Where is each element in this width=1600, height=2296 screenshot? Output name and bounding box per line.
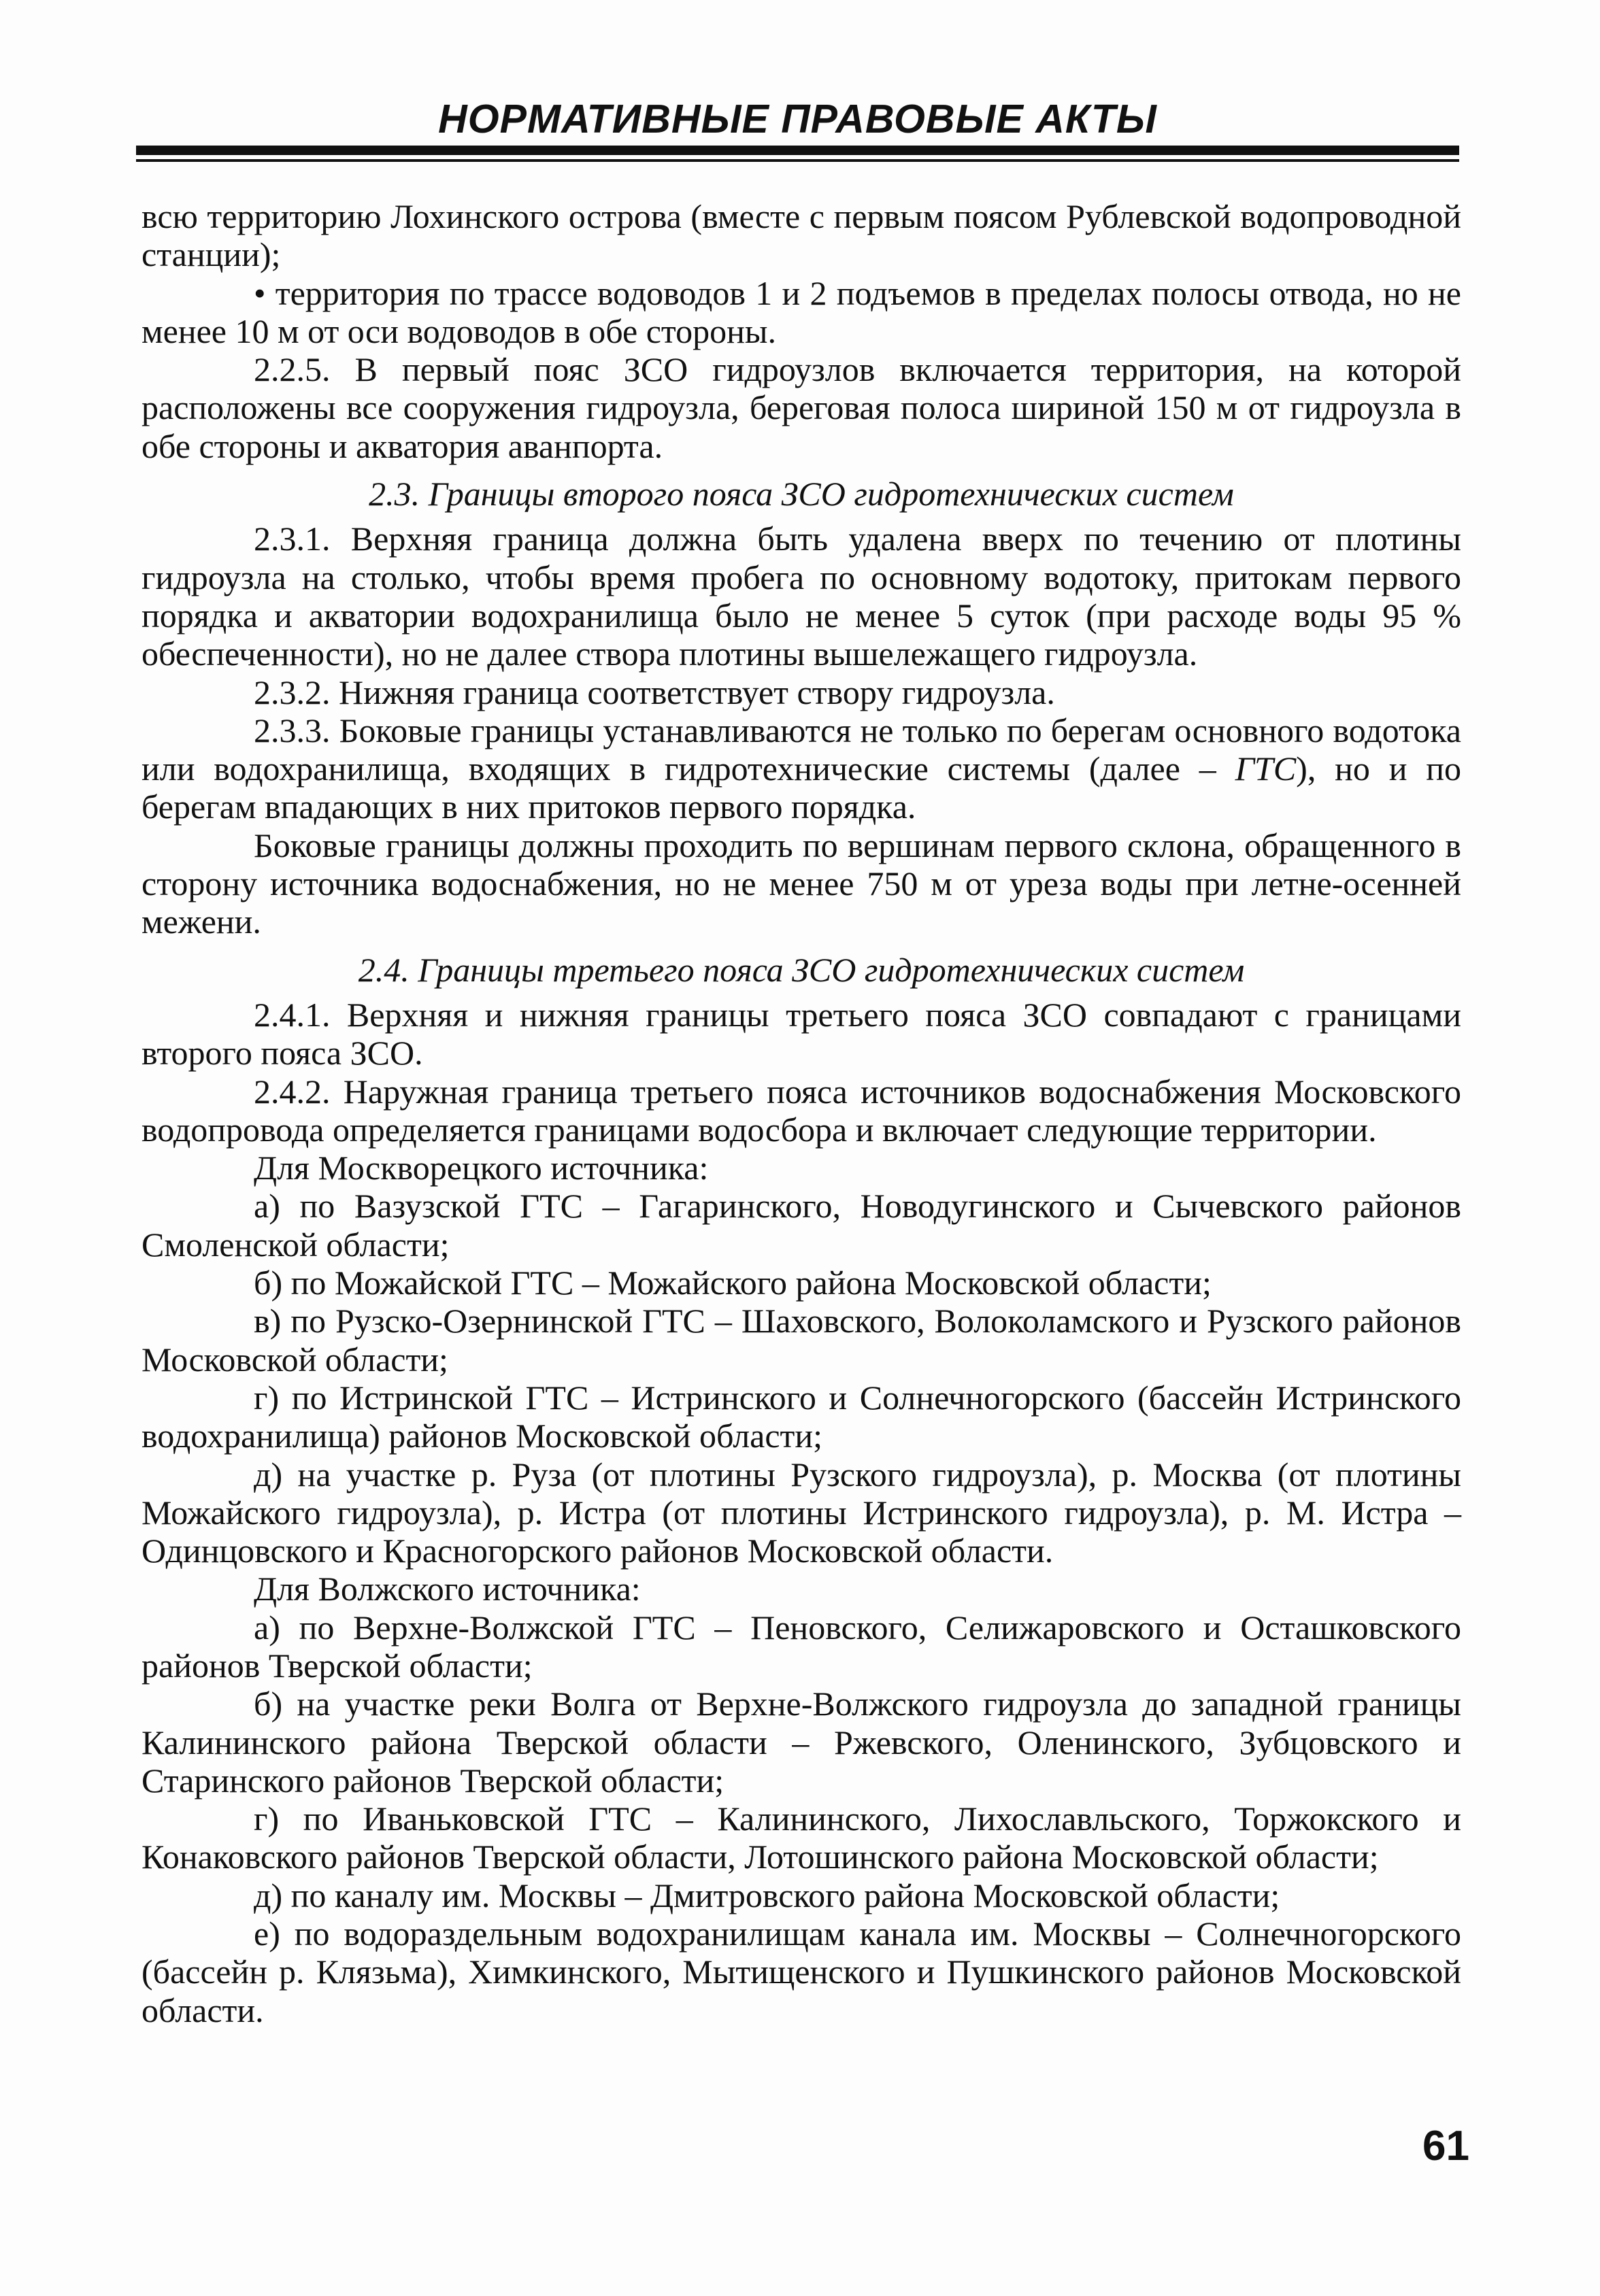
document-body (141, 197, 1461, 2029)
paragraph-text: ), но и по берегам впадающих в них притоков первого порядка. (141, 749, 1462, 826)
list-item: б) по Можайской ГТС – Можайского района Московской области; (254, 1264, 1212, 1302)
paragraph-2-3-2: 2.3.2. Нижняя граница соответствует створу гидроузла. (254, 673, 1055, 711)
section-heading-2-4: 2.4. Границы третьего пояса ЗСО гидротехнических систем (358, 950, 1245, 989)
paragraph-2-4-2: 2.4.2. Наружная граница третьего пояса источников водоснабжения Московского водопровода определяется границами водосбора и включает следующие территории. (141, 1072, 1461, 1149)
paragraph-2-3-1: 2.3.1. Верхняя граница должна быть удалена вверх по течению от плотины гидроузла на столько, чтобы время пробега по основному водотоку, притокам первого порядка и акватории водохранилища было не менее 5 суток (при расходе воды 95 % обеспеченности), но не далее створа плотины вышележащего гидроузла. (141, 520, 1461, 673)
paragraph: всю территорию Лохинского острова (вместе с первым поясом Рублевской водопроводной станции); (141, 197, 1461, 274)
paragraph-text: 2.3.3. Боковые границы устанавливаются не только по берегам основного водотока или водохранилища, входящих в гидротехнические системы (далее – (141, 711, 1461, 788)
list-item: а) по Верхне-Волжской ГТС – Пеновского, Селижаровского и Осташковского районов Тверской области; (141, 1608, 1461, 1685)
paragraph: Боковые границы должны проходить по вершинам первого склона, обращенного в сторону источника водоснабжения, но не менее 750 м от уреза воды при летне-осенней межени. (141, 826, 1461, 941)
page-number: 61 (1422, 2123, 1469, 2170)
paragraph-2-3-3 (141, 711, 1461, 826)
running-header: НОРМАТИВНЫЕ ПРАВОВЫЕ АКТЫ (438, 97, 1157, 141)
list-item: г) по Истринской ГТС – Истринского и Солнечногорского (бассейн Истринского водохранилища) районов Московской области; (141, 1378, 1461, 1455)
header-rule-thick (136, 146, 1459, 155)
bullet-item: • территория по трассе водоводов 1 и 2 подъемов в пределах полосы отвода, но не менее 10 м от оси водоводов в обе стороны. (141, 273, 1461, 350)
list-item: г) по Иваньковской ГТС – Калининского, Лихославльского, Торжокского и Конаковского районов Тверской области, Лотошинского района Московской области; (141, 1800, 1461, 1876)
paragraph: Для Волжского источника: (254, 1570, 641, 1608)
list-item: д) по каналу им. Москвы – Дмитровского района Московской области; (254, 1876, 1280, 1914)
list-item: д) на участке р. Руза (от плотины Рузского гидроузла), р. Москва (от плотины Можайского гидроузла), р. Истра (от плотины Истринского гидроузла), р. М. Истра – Одинцовского и Красногорского районов Московской области. (141, 1455, 1461, 1570)
list-item: а) по Вазузской ГТС – Гагаринского, Новодугинского и Сычевского районов Смоленской области; (141, 1187, 1461, 1264)
section-heading-2-3: 2.3. Границы второго пояса ЗСО гидротехнических систем (369, 475, 1234, 513)
header-rule-thin (136, 159, 1459, 162)
paragraph: Для Москворецкого источника: (254, 1149, 709, 1187)
abbreviation: ГТС (1235, 749, 1297, 788)
list-item: е) по водораздельным водохранилищам канала им. Москвы – Солнечногорского (бассейн р. Клязьма), Химкинского, Мытищенского и Пушкинского районов Московской области. (141, 1914, 1461, 2029)
paragraph-2-4-1: 2.4.1. Верхняя и нижняя границы третьего пояса ЗСО совпадают с границами второго пояса ЗСО. (141, 995, 1461, 1073)
paragraph-2-2-5: 2.2.5. В первый пояс ЗСО гидроузлов включается территория, на которой расположены все сооружения гидроузла, береговая полоса шириной 150 м от гидроузла в обе стороны и акватория аванпорта. (141, 350, 1461, 465)
list-item: б) на участке реки Волга от Верхне-Волжского гидроузла до западной границы Калининского района Тверской области – Ржевского, Оленинского, Зубцовского и Старинского районов Тверской области; (141, 1685, 1461, 1800)
list-item: в) по Рузско-Озернинской ГТС – Шаховского, Волоколамского и Рузского районов Московской области; (141, 1302, 1461, 1379)
